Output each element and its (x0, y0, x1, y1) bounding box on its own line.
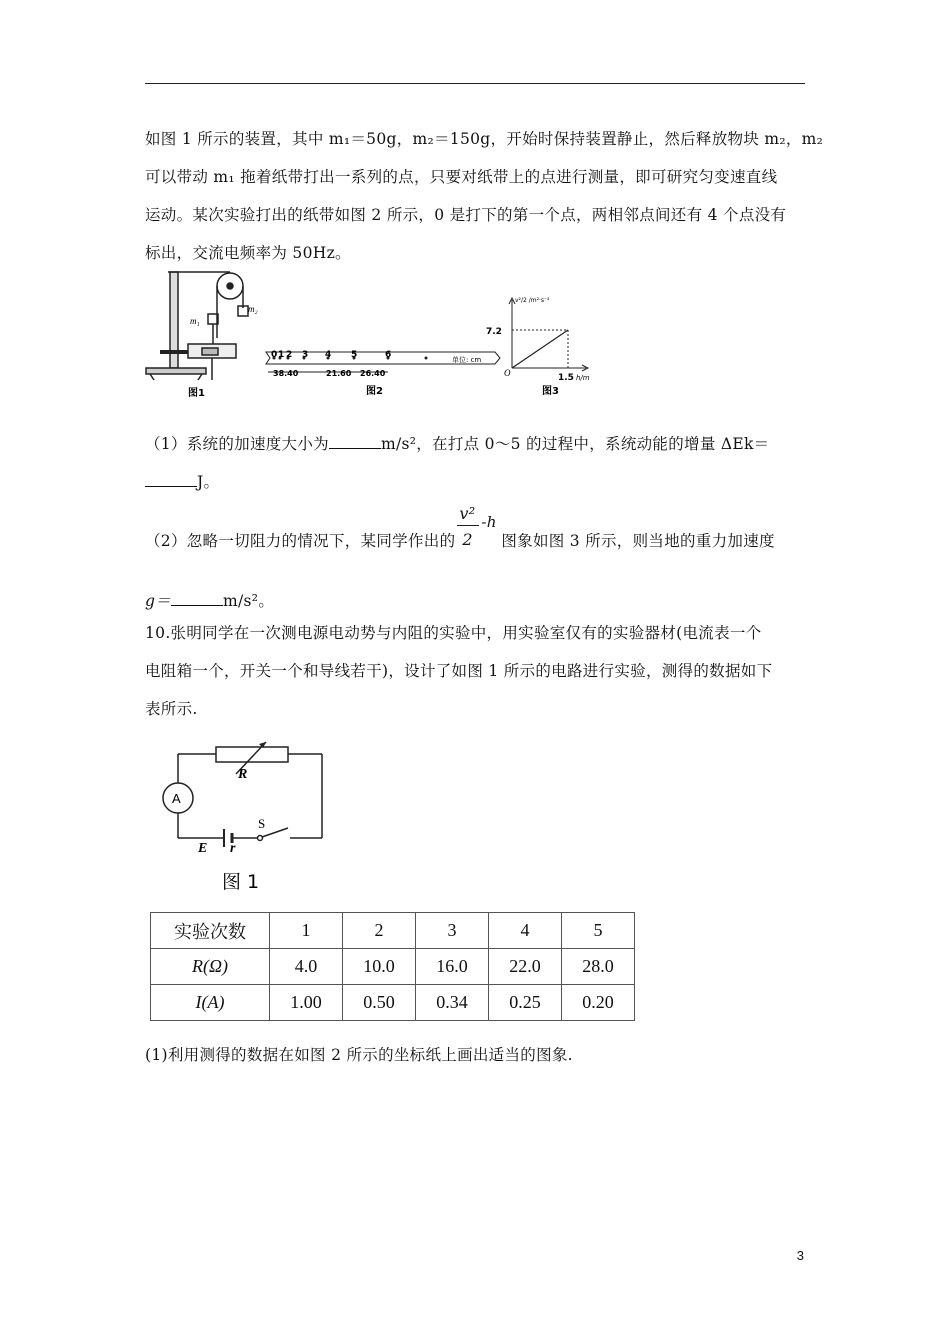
tape-point-5: 5 (351, 350, 358, 360)
table-cell: 10.0 (343, 949, 416, 985)
table-row (151, 949, 635, 985)
fig1-m2-label: m₂ (248, 304, 258, 314)
fraction-bar (457, 525, 479, 526)
question-1-line2 (145, 470, 219, 492)
table-row-label: I(A) (151, 985, 270, 1021)
table-cell: 4.0 (270, 949, 343, 985)
fig3-y-label: v²/2 /m²·s⁻² (515, 297, 550, 304)
tape-point-2: 2 (286, 350, 293, 360)
fig3-x-label: h/m (576, 374, 590, 382)
q10-line3: 表所示. (145, 700, 198, 718)
tape-point-4: 4 (325, 350, 332, 360)
fig1-apparatus (146, 272, 248, 380)
table-row-label: R(Ω) (151, 949, 270, 985)
circuit-label-r: r (230, 841, 236, 856)
table-header-cell: 2 (343, 913, 416, 949)
table-cell: 0.20 (562, 985, 635, 1021)
table-cell: 22.0 (489, 949, 562, 985)
fig2-caption: 图2 (366, 386, 383, 397)
circuit-diagram (150, 740, 340, 896)
para1-line1: 如图 1 所示的装置，其中 m₁＝50g，m₂＝150g，开始时保持装置静止，然后释放物块 m₂，m₂ (145, 130, 824, 148)
q2-blank-g[interactable] (171, 591, 223, 606)
page-number: 3 (796, 1248, 804, 1263)
table-header-cell: 1 (270, 913, 343, 949)
question-1-line1 (145, 432, 769, 454)
q2-text-b: 图象如图 3 所示，则当地的重力加速度 (501, 532, 775, 550)
q1-text-b: m/s²，在打点 0～5 的过程中，系统动能的增量 ΔEk＝ (380, 435, 770, 453)
table-row (151, 985, 635, 1021)
fig1-m1-label: m₁ (190, 316, 200, 326)
fraction-denominator: 2 (462, 530, 473, 549)
q1-text-a: （1）系统的加速度大小为 (145, 435, 329, 453)
fig3-y-value: 7.2 (486, 327, 502, 337)
table-header-cell: 实验次数 (151, 913, 270, 949)
circuit-label-E: E (198, 841, 208, 856)
q1-text-c: J。 (197, 473, 220, 491)
para1-line2: 可以带动 m₁ 拖着纸带打出一系列的点，只要对纸带上的点进行测量，即可研究匀变速直线 (145, 168, 778, 186)
table-cell: 0.25 (489, 985, 562, 1021)
table-cell: 0.34 (416, 985, 489, 1021)
para1-line4: 标出，交流电频率为 50Hz。 (145, 244, 351, 262)
table-header-cell: 5 (562, 913, 635, 949)
tape-unit: 单位: cm (452, 356, 482, 364)
figures-1-2-3 (140, 268, 600, 403)
tape-point-6: 6 (385, 350, 392, 360)
circuit-label-R: R (238, 767, 248, 782)
fraction-tail: -h (481, 513, 497, 531)
circuit-wires (163, 742, 322, 847)
table-row (151, 913, 635, 949)
tape-distance-1: 38.40 (273, 369, 299, 378)
tape-distance-3: 26.40 (360, 369, 386, 378)
fig3-x-value: 1.5 (558, 373, 574, 383)
q2-text-a: （2）忽略一切阻力的情况下，某同学作出的 (145, 532, 456, 550)
data-table (150, 912, 635, 1021)
header-rule (145, 83, 805, 84)
q1-blank-energy[interactable] (145, 472, 197, 487)
q2-text-d: m/s²。 (223, 592, 275, 610)
table-header-cell: 4 (489, 913, 562, 949)
circuit-label-S: S (258, 816, 266, 831)
q2-fraction (455, 504, 501, 549)
fig3-origin: O (504, 368, 511, 378)
fig3-graph (509, 298, 588, 371)
tape-point-3: 3 (302, 350, 309, 360)
para1-line3: 运动。某次实验打出的纸带如图 2 所示，0 是打下的第一个点，两相邻点间还有 4 个点没有 (145, 206, 787, 224)
table-cell: 0.50 (343, 985, 416, 1021)
table-cell: 16.0 (416, 949, 489, 985)
q10-line1: 10.张明同学在一次测电源电动势与内阻的实验中，用实验室仅有的实验器材(电流表一个 (145, 624, 762, 642)
q10-line2: 电阻箱一个，开关一个和导线若干)，设计了如图 1 所示的电路进行实验，测得的数据如下 (145, 662, 773, 680)
tape-distance-2: 21.60 (326, 369, 352, 378)
fig3-caption: 图3 (542, 386, 559, 397)
q1-blank-accel[interactable] (329, 434, 381, 449)
circuit-caption: 图 1 (222, 871, 260, 893)
circuit-label-A: A (172, 791, 181, 806)
table-header-cell: 3 (416, 913, 489, 949)
question-2-line2 (145, 589, 274, 611)
fig1-caption: 图1 (188, 388, 205, 399)
question-2-line1 (145, 504, 775, 551)
tape-point-0: 0 (271, 350, 278, 360)
fig2-tape-dots (273, 357, 428, 360)
fraction-numerator: v² (459, 504, 476, 523)
table-cell: 1.00 (270, 985, 343, 1021)
table-cell: 28.0 (562, 949, 635, 985)
q10-part1: (1)利用测得的数据在如图 2 所示的坐标纸上画出适当的图象. (145, 1046, 573, 1064)
tape-point-1: 1 (278, 350, 285, 360)
q2-text-c: g＝ (145, 592, 172, 610)
